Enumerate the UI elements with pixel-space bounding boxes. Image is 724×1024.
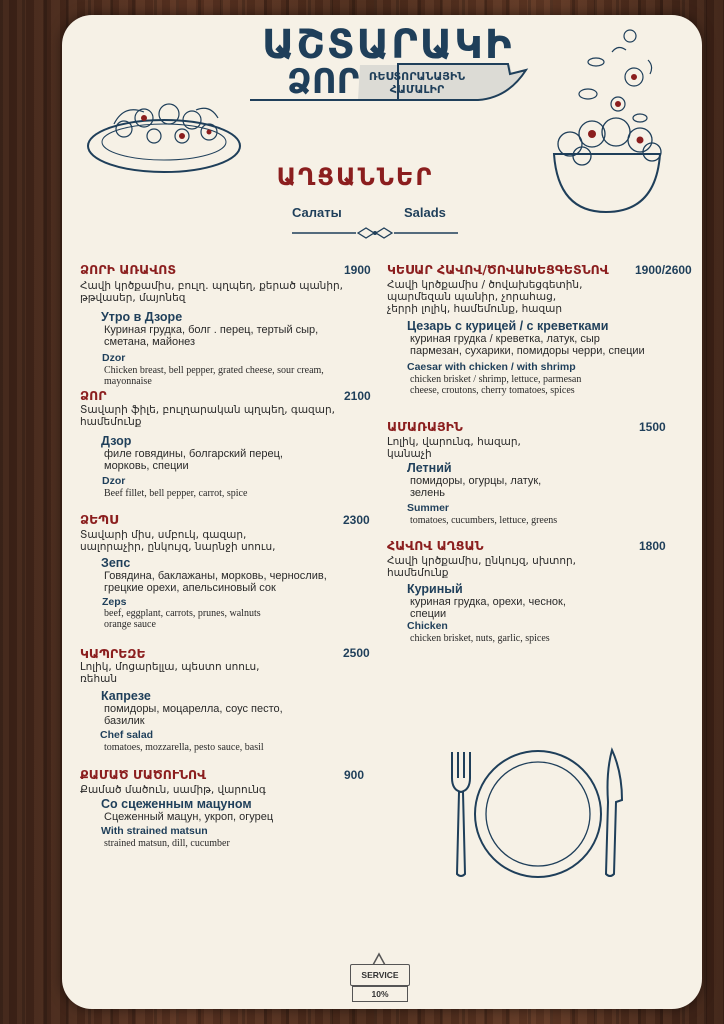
salad-bowl-illustration [548, 22, 668, 217]
menu-item-desc-hy: Լոլիկ, վարունգ, հազար, կանաչի [387, 436, 521, 460]
menu-item-title: ԱՄԱՌԱՅԻՆ [387, 419, 463, 434]
plate-cutlery-illustration [444, 742, 632, 882]
menu-item-title-en: Chef salad [100, 729, 154, 741]
menu-item-title-en: Dzor [102, 352, 126, 364]
menu-item-price: 1900/2600 [635, 263, 692, 277]
menu-item-price: 1500 [639, 420, 666, 434]
menu-item-price: 2500 [343, 646, 370, 660]
menu-item-price: 1800 [639, 539, 666, 553]
menu-item-desc-ru: Куриная грудка, болг . перец, тертый сыр, сметана, майонез [104, 324, 319, 348]
service-label: SERVICE [350, 964, 410, 986]
menu-item-desc-ru: куриная грудка, орехи, чеснок, специи [410, 596, 566, 620]
service-percent: 10% [352, 986, 408, 1002]
menu-item-title-ru: Дзор [101, 434, 132, 448]
menu-item-title-ru: Утро в Дзоре [101, 310, 183, 324]
menu-item-desc-en: chicken brisket, nuts, garlic, spices [410, 633, 550, 644]
menu-item-title-en: Zeps [102, 596, 127, 608]
brand-name-line1: ԱՇՏԱՐԱԿԻ [262, 22, 514, 68]
menu-item-desc-hy: Քամած մածուն, սամիթ, վարունգ [80, 784, 266, 796]
menu-item-desc-en: tomatoes, cucumbers, lettuce, greens [410, 515, 558, 526]
menu-item-price: 2300 [343, 513, 370, 527]
menu-item-desc-hy: Տավարի ֆիլե, բուլղարական պղպեղ, գազար, համեմունք [80, 404, 335, 428]
menu-item-price: 2100 [344, 389, 371, 403]
menu-item-title-ru: Капрезе [101, 689, 151, 703]
menu-item-title-ru: Цезарь с курицей / с креветками [407, 319, 609, 333]
menu-item-title-en: Caesar with chicken / with shrimp [407, 361, 576, 373]
menu-item-desc-ru: Говядина, баклажаны, морковь, чернослив, грецкие орехи, апельсиновый сок [104, 570, 327, 594]
brand-subtitle: ՌԵՍՏՈՐԱՆԱՅԻՆ ՀԱՄԱԼԻՐ [368, 70, 466, 96]
section-title-en: Salads [404, 205, 446, 220]
menu-item-title-en: Chicken [407, 620, 448, 632]
menu-item-title: ՁՈՐ [80, 388, 107, 403]
menu-item-desc-ru: филе говядины, болгарский перец, морковь, специи [104, 448, 283, 472]
menu-item-desc-ru: Сцеженный мацун, укроп, огурец [104, 811, 274, 823]
menu-item-desc-en: chicken brisket / shrimp, lettuce, parmesan cheese, croutons, cherry tomatoes, spices [410, 374, 582, 396]
menu-item-title: ՁՈՐԻ ԱՌԱՎՈՏ [80, 262, 177, 277]
menu-item-desc-en: tomatoes, mozzarella, pesto sauce, basil [104, 742, 264, 753]
menu-item-title: ՁԵՊՍ [80, 512, 119, 527]
brand-name-line2: ՁՈՐ [287, 62, 360, 102]
menu-item-desc-hy: Հավի կրծքամիս, բուլղ․ պղպեղ, քերած պանիր, թթվասեր, մայոնեզ [80, 280, 343, 304]
menu-item-desc-hy: Տավարի միս, սմբուկ, գազար, սալորաչիր, ընկույզ, նարնջի սոուս, [80, 529, 276, 553]
menu-item-desc-ru: помидоры, моцарелла, соус песто, базилик [104, 703, 283, 727]
menu-item-title-ru: Со сцеженным мацуном [101, 797, 252, 811]
menu-item-title: ԿԱՊՐԵԶԵ [80, 646, 146, 661]
menu-item-desc-en: Chicken breast, bell pepper, grated cheese, sour cream, mayonnaise [104, 365, 324, 387]
section-title-ru: Салаты [292, 205, 342, 220]
menu-item-desc-hy: Լոլիկ, մոցարելլա, պեստո սոուս, ռեհան [80, 661, 260, 685]
menu-item-title-en: Dzor [102, 475, 126, 487]
menu-item-desc-ru: куриная грудка / креветка, латук, сыр пармезан, сухарики, помидоры черри, специи [410, 333, 645, 357]
menu-item-title-en: Summer [407, 502, 450, 514]
menu-item-title: ՀԱՎՈՎ ԱՂՑԱՆ [387, 538, 484, 553]
menu-item-title: ՔԱՄԱԾ ՄԱԾՈՒՆՈՎ [80, 767, 207, 782]
menu-item-desc-en: beef, eggplant, carrots, prunes, walnuts orange sauce [104, 608, 261, 630]
menu-item-desc-hy: Հավի կրծքամիս, ընկույզ, սխտոր, համեմունք [387, 555, 576, 579]
ornament-divider [290, 226, 460, 240]
section-title: ԱՂՑԱՆՆԵՐ [276, 163, 434, 191]
menu-item-price: 900 [344, 768, 365, 782]
menu-item-desc-ru: помидоры, огурцы, латук, зелень [410, 475, 542, 499]
menu-item-title: ԿԵՍԱՐ ՀԱՎՈՎ/ԾՈՎԱԽԵՑԳԵՏՆՈՎ [387, 262, 609, 277]
menu-item-desc-en: strained matsun, dill, cucumber [104, 838, 230, 849]
menu-item-desc-hy: Հավի կրծքամիս / ծովախեցգետին, պարմեզան պանիր, չորահաց, չերրի լոլիկ, համեմունք, հազար [387, 279, 583, 315]
menu-item-title-en: With strained matsun [101, 825, 208, 837]
menu-item-price: 1900 [344, 263, 371, 277]
menu-item-desc-en: Beef fillet, bell pepper, carrot, spice [104, 488, 248, 499]
menu-item-title-ru: Куриный [407, 582, 463, 596]
menu-item-title-ru: Зепс [101, 556, 131, 570]
menu-item-title-ru: Летний [407, 461, 452, 475]
